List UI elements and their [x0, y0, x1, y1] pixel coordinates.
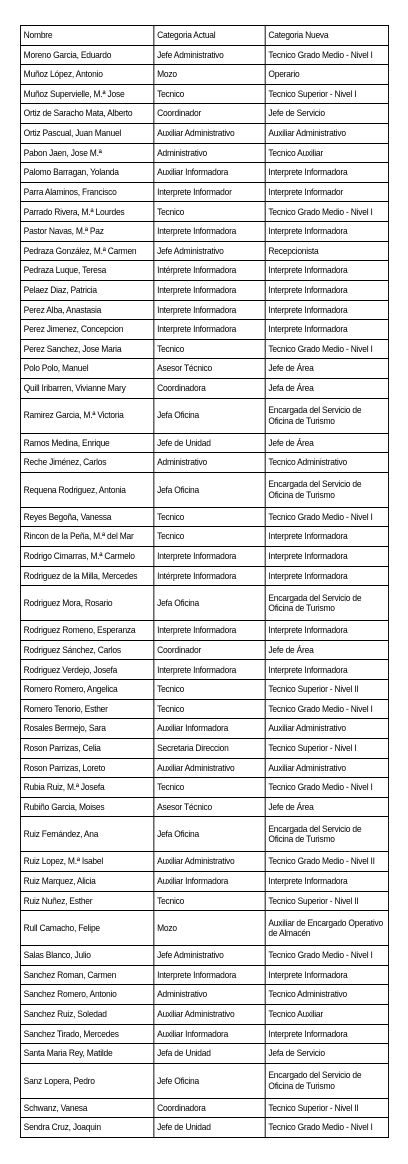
table-row: [20, 261, 388, 281]
cell-categoria-actual: Secretaria Direccion: [154, 738, 265, 758]
cell-categoria-actual: Jefe Oficina: [154, 1063, 265, 1098]
cell-nombre: Ruiz Lopez, M.ª Isabel: [20, 852, 153, 872]
cell-categoria-nueva: Tecnico Administrativo: [265, 985, 388, 1005]
cell-categoria-nueva: Tecnico Auxiliar: [265, 143, 388, 163]
cell-categoria-actual: Jefa Oficina: [154, 472, 265, 507]
table-row: [20, 163, 388, 183]
cell-categoria-nueva: Interprete Informadora: [265, 965, 388, 985]
cell-categoria-actual: Tecnico: [154, 680, 265, 700]
table-row: [20, 547, 388, 567]
cell-categoria-actual: Tecnico: [154, 778, 265, 798]
cell-categoria-nueva: Encargado del Servicio de Oficina de Turismo: [265, 1063, 388, 1098]
cell-categoria-nueva: Interprete Informadora: [265, 222, 388, 242]
cell-nombre: Muñoz Supervielle, M.ª Jose: [20, 84, 153, 104]
cell-categoria-nueva: Interprete Informadora: [265, 660, 388, 680]
table-row: [20, 339, 388, 359]
cell-nombre: Rubia Ruiz, M.ª Josefa: [20, 778, 153, 798]
cell-categoria-actual: Mozo: [154, 911, 265, 946]
table-row: [20, 871, 388, 891]
cell-categoria-actual: Jefe de Unidad: [154, 433, 265, 453]
cell-categoria-nueva: Tecnico Auxiliar: [265, 1004, 388, 1024]
cell-nombre: Rodriguez Verdejo, Josefa: [20, 660, 153, 680]
cell-categoria-actual: Interprete Informadora: [154, 280, 265, 300]
table-row: [20, 797, 388, 817]
cell-nombre: Reyes Begoña, Vanessa: [20, 507, 153, 527]
cell-nombre: Rodriguez Mora, Rosario: [20, 586, 153, 621]
cell-categoria-actual: Jefe Administrativo: [154, 946, 265, 966]
cell-categoria-nueva: Interprete Informadora: [265, 871, 388, 891]
cell-nombre: Parra Alaminos, Francisco: [20, 182, 153, 202]
cell-categoria-nueva: Encargada del Servicio de Oficina de Turismo: [265, 472, 388, 507]
cell-categoria-actual: Asesor Técnico: [154, 797, 265, 817]
cell-categoria-actual: Auxiliar Informadora: [154, 871, 265, 891]
cell-nombre: Pedraza González, M.ª Carmen: [20, 241, 153, 261]
table-row: [20, 453, 388, 473]
table-header-row: [20, 26, 388, 46]
cell-nombre: Rull Camacho, Felipe: [20, 911, 153, 946]
cell-nombre: Sanchez Roman, Carmen: [20, 965, 153, 985]
table-row: [20, 1024, 388, 1044]
cell-nombre: Palomo Barragan, Yolanda: [20, 163, 153, 183]
cell-nombre: Rodriguez de la Milla, Mercedes: [20, 566, 153, 586]
cell-nombre: Moreno Garcia, Eduardo: [20, 45, 153, 65]
cell-nombre: Pelaez Diaz, Patricia: [20, 280, 153, 300]
header-categoria-actual: Categoria Actual: [154, 26, 265, 46]
cell-categoria-actual: Jefa de Unidad: [154, 1044, 265, 1064]
cell-nombre: Pastor Navas, M.ª Paz: [20, 222, 153, 242]
cell-nombre: Sanchez Ruiz, Soledad: [20, 1004, 153, 1024]
table-row: [20, 300, 388, 320]
cell-nombre: Salas Blanco, Julio: [20, 946, 153, 966]
table-row: [20, 104, 388, 124]
cell-categoria-nueva: Tecnico Grado Medio - Nivel II: [265, 852, 388, 872]
cell-nombre: Ruiz Fernández, Ana: [20, 817, 153, 852]
cell-nombre: Perez Sanchez, Jose Maria: [20, 339, 153, 359]
table-row: [20, 222, 388, 242]
cell-nombre: Romero Tenorio, Esther: [20, 699, 153, 719]
cell-categoria-actual: Mozo: [154, 65, 265, 85]
table-row: [20, 472, 388, 507]
cell-categoria-actual: Tecnico: [154, 699, 265, 719]
cell-categoria-actual: Coordinador: [154, 104, 265, 124]
cell-categoria-nueva: Encargada del Servicio de Oficina de Turismo: [265, 817, 388, 852]
table-row: [20, 738, 388, 758]
table-row: [20, 640, 388, 660]
table-row: [20, 280, 388, 300]
cell-nombre: Rodrigo Cimarras, M.ª Carmelo: [20, 547, 153, 567]
cell-categoria-nueva: Interprete Informadora: [265, 527, 388, 547]
table-row: [20, 320, 388, 340]
cell-categoria-actual: Tecnico: [154, 84, 265, 104]
table-row: [20, 433, 388, 453]
table-body: [20, 26, 388, 1138]
cell-categoria-nueva: Encargada del Servicio de Oficina de Turismo: [265, 586, 388, 621]
table-row: [20, 1063, 388, 1098]
cell-nombre: Ruiz Nuñez, Esther: [20, 891, 153, 911]
cell-categoria-nueva: Interprete Informadora: [265, 621, 388, 641]
cell-nombre: Polo Polo, Manuel: [20, 359, 153, 379]
cell-categoria-nueva: Tecnico Grado Medio - Nivel I: [265, 507, 388, 527]
cell-categoria-nueva: Auxiliar Administrativo: [265, 124, 388, 144]
cell-categoria-nueva: Tecnico Superior - Nivel II: [265, 891, 388, 911]
cell-categoria-nueva: Interprete Informadora: [265, 300, 388, 320]
cell-categoria-nueva: Interprete Informadora: [265, 261, 388, 281]
cell-categoria-nueva: Tecnico Superior - Nivel II: [265, 1098, 388, 1118]
cell-categoria-actual: Auxiliar Informadora: [154, 719, 265, 739]
cell-categoria-actual: Tecnico: [154, 527, 265, 547]
cell-categoria-nueva: Jefe de Área: [265, 797, 388, 817]
table-row: [20, 719, 388, 739]
table-row: [20, 911, 388, 946]
cell-categoria-nueva: Interprete Informadora: [265, 320, 388, 340]
cell-categoria-nueva: Jefe de Servicio: [265, 104, 388, 124]
cell-categoria-actual: Intérprete Informadora: [154, 566, 265, 586]
cell-nombre: Rodriguez Romeno, Esperanza: [20, 621, 153, 641]
table-row: [20, 946, 388, 966]
cell-categoria-actual: Auxiliar Administrativo: [154, 1004, 265, 1024]
cell-nombre: Roson Parrizas, Celia: [20, 738, 153, 758]
cell-nombre: Ortiz de Saracho Mata, Alberto: [20, 104, 153, 124]
table-row: [20, 817, 388, 852]
cell-categoria-nueva: Auxiliar Administrativo: [265, 758, 388, 778]
cell-categoria-nueva: Interprete Informadora: [265, 566, 388, 586]
cell-nombre: Sanz Lopera, Pedro: [20, 1063, 153, 1098]
cell-categoria-nueva: Tecnico Administrativo: [265, 453, 388, 473]
cell-categoria-actual: Jefe de Unidad: [154, 1118, 265, 1138]
cell-categoria-nueva: Interprete Informadora: [265, 1024, 388, 1044]
cell-categoria-actual: Interprete Informadora: [154, 965, 265, 985]
table-row: [20, 202, 388, 222]
cell-nombre: Ramirez Garcia, M.ª Victoria: [20, 398, 153, 433]
cell-nombre: Sanchez Tirado, Mercedes: [20, 1024, 153, 1044]
cell-categoria-nueva: Tecnico Grado Medio - Nivel I: [265, 1118, 388, 1138]
table-row: [20, 124, 388, 144]
cell-categoria-actual: Jefa Oficina: [154, 586, 265, 621]
cell-categoria-actual: Coordinadora: [154, 378, 265, 398]
cell-categoria-nueva: Tecnico Grado Medio - Nivel I: [265, 202, 388, 222]
cell-nombre: Santa Maria Rey, Matilde: [20, 1044, 153, 1064]
table-row: [20, 758, 388, 778]
cell-nombre: Requena Rodriguez, Antonia: [20, 472, 153, 507]
cell-categoria-actual: Jefe Administrativo: [154, 241, 265, 261]
cell-categoria-nueva: Tecnico Grado Medio - Nivel I: [265, 339, 388, 359]
cell-categoria-actual: Auxiliar Administrativo: [154, 124, 265, 144]
cell-categoria-nueva: Tecnico Superior - Nivel I: [265, 84, 388, 104]
cell-categoria-actual: Asesor Técnico: [154, 359, 265, 379]
cell-nombre: Romero Romero, Angelica: [20, 680, 153, 700]
cell-categoria-nueva: Interprete Informador: [265, 182, 388, 202]
cell-categoria-actual: Auxiliar Administrativo: [154, 758, 265, 778]
table-row: [20, 378, 388, 398]
cell-categoria-actual: Coordinador: [154, 640, 265, 660]
cell-categoria-actual: Administrativo: [154, 985, 265, 1005]
cell-nombre: Rodriguez Sánchez, Carlos: [20, 640, 153, 660]
table-row: [20, 84, 388, 104]
cell-categoria-actual: Interprete Informadora: [154, 660, 265, 680]
table-row: [20, 1098, 388, 1118]
cell-nombre: Sendra Cruz, Joaquin: [20, 1118, 153, 1138]
cell-categoria-actual: Tecnico: [154, 202, 265, 222]
table-row: [20, 699, 388, 719]
table-row: [20, 241, 388, 261]
cell-nombre: Ruiz Marquez, Alicia: [20, 871, 153, 891]
table-row: [20, 398, 388, 433]
cell-categoria-actual: Interprete Informador: [154, 182, 265, 202]
cell-categoria-actual: Jefa Oficina: [154, 398, 265, 433]
table-row: [20, 586, 388, 621]
table-row: [20, 45, 388, 65]
cell-categoria-nueva: Jefa de Servicio: [265, 1044, 388, 1064]
cell-categoria-nueva: Jefe de Área: [265, 640, 388, 660]
cell-categoria-actual: Tecnico: [154, 339, 265, 359]
cell-categoria-actual: Tecnico: [154, 891, 265, 911]
cell-nombre: Quill Iribarren, Vivianne Mary: [20, 378, 153, 398]
cell-categoria-nueva: Interprete Informadora: [265, 163, 388, 183]
cell-nombre: Ramos Medina, Enrique: [20, 433, 153, 453]
table-row: [20, 985, 388, 1005]
cell-categoria-actual: Administrativo: [154, 453, 265, 473]
cell-nombre: Pedraza Luque, Teresa: [20, 261, 153, 281]
cell-categoria-nueva: Tecnico Superior - Nivel II: [265, 680, 388, 700]
cell-categoria-actual: Tecnico: [154, 507, 265, 527]
cell-categoria-actual: Auxiliar Informadora: [154, 1024, 265, 1044]
cell-categoria-actual: Interprete Informadora: [154, 320, 265, 340]
table-row: [20, 621, 388, 641]
cell-nombre: Rincon de la Peña, M.ª del Mar: [20, 527, 153, 547]
cell-nombre: Sanchez Romero, Antonio: [20, 985, 153, 1005]
cell-categoria-nueva: Recepcionista: [265, 241, 388, 261]
table-row: [20, 891, 388, 911]
cell-categoria-nueva: Jefe de Área: [265, 359, 388, 379]
cell-nombre: Rosales Bermejo, Sara: [20, 719, 153, 739]
personnel-category-table: [20, 25, 389, 1138]
table-row: [20, 680, 388, 700]
cell-categoria-actual: Administrativo: [154, 143, 265, 163]
table-row: [20, 1044, 388, 1064]
table-row: [20, 1004, 388, 1024]
table-row: [20, 852, 388, 872]
cell-categoria-nueva: Encargada del Servicio de Oficina de Turismo: [265, 398, 388, 433]
cell-categoria-actual: Interprete Informadora: [154, 222, 265, 242]
cell-categoria-nueva: Jefe de Área: [265, 433, 388, 453]
cell-nombre: Rubiño Garcia, Moises: [20, 797, 153, 817]
cell-nombre: Pabon Jaen, Jose M.ª: [20, 143, 153, 163]
table-row: [20, 965, 388, 985]
cell-categoria-nueva: Tecnico Grado Medio - Nivel I: [265, 45, 388, 65]
table-row: [20, 566, 388, 586]
table-row: [20, 507, 388, 527]
table-row: [20, 359, 388, 379]
cell-nombre: Ortiz Pascual, Juan Manuel: [20, 124, 153, 144]
cell-nombre: Reche Jiménez, Carlos: [20, 453, 153, 473]
cell-nombre: Perez Jimenez, Concepcion: [20, 320, 153, 340]
table-row: [20, 527, 388, 547]
cell-categoria-nueva: Auxiliar de Encargado Operativo de Almacén: [265, 911, 388, 946]
cell-categoria-actual: Intérprete Informadora: [154, 261, 265, 281]
table-row: [20, 182, 388, 202]
cell-categoria-nueva: Tecnico Grado Medio - Nivel I: [265, 778, 388, 798]
cell-categoria-nueva: Tecnico Superior - Nivel I: [265, 738, 388, 758]
table-row: [20, 1118, 388, 1138]
cell-nombre: Parrado Rivera, M.ª Lourdes: [20, 202, 153, 222]
cell-categoria-nueva: Jefa de Área: [265, 378, 388, 398]
cell-categoria-nueva: Tecnico Grado Medio - Nivel I: [265, 699, 388, 719]
cell-nombre: Schwanz, Vanesa: [20, 1098, 153, 1118]
table-row: [20, 65, 388, 85]
cell-categoria-nueva: Auxiliar Administrativo: [265, 719, 388, 739]
cell-categoria-nueva: Interprete Informadora: [265, 280, 388, 300]
table-row: [20, 778, 388, 798]
cell-categoria-nueva: Tecnico Grado Medio - Nivel I: [265, 946, 388, 966]
table-row: [20, 660, 388, 680]
cell-categoria-actual: Auxiliar Informadora: [154, 163, 265, 183]
cell-nombre: Muñoz López, Antonio: [20, 65, 153, 85]
cell-categoria-actual: Interprete Informadora: [154, 300, 265, 320]
cell-nombre: Perez Alba, Anastasia: [20, 300, 153, 320]
header-categoria-nueva: Categoria Nueva: [265, 26, 388, 46]
cell-categoria-actual: Interprete Informadora: [154, 547, 265, 567]
cell-categoria-actual: Jefe Administrativo: [154, 45, 265, 65]
cell-categoria-actual: Auxiliar Administrativo: [154, 852, 265, 872]
header-nombre: Nombre: [20, 26, 153, 46]
cell-categoria-actual: Interprete Informadora: [154, 621, 265, 641]
cell-categoria-actual: Jefa Oficina: [154, 817, 265, 852]
table-row: [20, 143, 388, 163]
cell-categoria-nueva: Interprete Informadora: [265, 547, 388, 567]
cell-categoria-actual: Coordinadora: [154, 1098, 265, 1118]
cell-categoria-nueva: Operario: [265, 65, 388, 85]
cell-nombre: Roson Parrizas, Loreto: [20, 758, 153, 778]
